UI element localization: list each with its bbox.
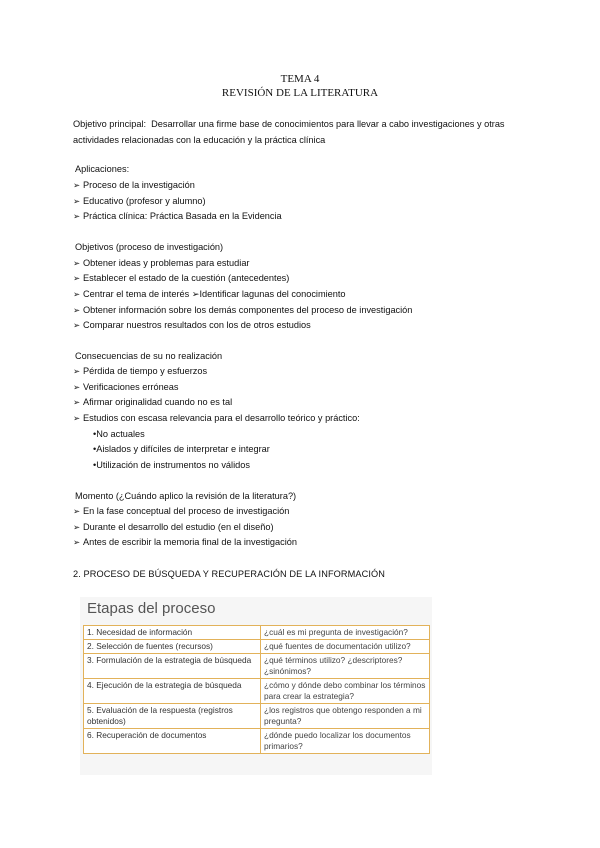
stage-cell: 1. Necesidad de información [84, 626, 261, 640]
question-cell: ¿qué fuentes de documentación utilizo? [261, 640, 430, 654]
arrow-bullet-icon: ➢ [73, 366, 81, 376]
arrow-bullet-icon: ➢ [73, 537, 81, 547]
arrow-bullet-icon: ➢ [73, 397, 81, 407]
table-row [84, 640, 430, 654]
list-item: ➢ Comparar nuestros resultados con los de otros estudios [73, 320, 311, 330]
objectives-heading: Objetivos (proceso de investigación) [75, 242, 224, 252]
arrow-bullet-icon: ➢ [73, 273, 81, 283]
stage-cell: 4. Ejecución de la estrategia de búsqueda [84, 679, 261, 704]
objective-label: Objetivo principal: [73, 119, 147, 129]
stage-cell: 2. Selección de fuentes (recursos) [84, 640, 261, 654]
objective-text: Desarrollar una firme base de conocimientos para llevar a cabo investigaciones y otras actividades relacionadas con la educación y la práctica clínica [73, 119, 505, 145]
list-item: ➢ Verificaciones erróneas [73, 382, 179, 392]
question-cell: ¿qué términos utilizo? ¿descriptores?¿sinónimos? [261, 654, 430, 679]
list-item: ➢ Obtener ideas y problemas para estudiar [73, 258, 250, 268]
list-item: ➢ Práctica clínica: Práctica Basada en la Evidencia [73, 211, 282, 221]
list-item: ➢ Estudios con escasa relevancia para el desarrollo teórico y práctico: [73, 413, 360, 423]
topic-number: TEMA 4 [280, 73, 320, 85]
question-cell: ¿los registros que obtengo responden a mi pregunta? [261, 704, 430, 729]
sub-list-item: •No actuales [93, 429, 145, 439]
list-item: ➢ Educativo (profesor y alumno) [73, 196, 206, 206]
list-item: ➢ En la fase conceptual del proceso de investigación [73, 506, 290, 516]
arrow-bullet-icon: ➢ [73, 305, 81, 315]
process-stages-figure [80, 597, 432, 775]
table-row [84, 626, 430, 640]
list-item: ➢ Centrar el tema de interés ➢Identificar lagunas del conocimiento [73, 289, 346, 299]
table-row [84, 729, 430, 754]
stage-cell: 5. Evaluación de la respuesta (registros obtenidos) [84, 704, 261, 729]
stages-table [83, 625, 430, 754]
sub-list-item: •Aislados y difíciles de interpretar e integrar [93, 444, 270, 454]
objective-paragraph [73, 116, 533, 148]
question-cell: ¿cómo y dónde debo combinar los términos para crear la estrategia? [261, 679, 430, 704]
list-item: ➢ Antes de escribir la memoria final de la investigación [73, 537, 297, 547]
table-row [84, 704, 430, 729]
stage-cell: 3. Formulación de la estrategia de búsqueda [84, 654, 261, 679]
list-item: ➢ Afirmar originalidad cuando no es tal [73, 397, 233, 407]
sub-list-item: •Utilización de instrumentos no válidos [93, 460, 250, 470]
question-cell: ¿cuál es mi pregunta de investigación? [261, 626, 430, 640]
page-title: REVISIÓN DE LA LITERATURA [221, 87, 379, 99]
arrow-bullet-icon: ➢ [73, 320, 81, 330]
list-item: ➢ Durante el desarrollo del estudio (en el diseño) [73, 522, 274, 532]
arrow-bullet-icon: ➢ [73, 289, 81, 299]
figure-title: Etapas del proceso [87, 600, 216, 617]
arrow-bullet-icon: ➢ [73, 382, 81, 392]
arrow-bullet-icon: ➢ [73, 413, 81, 423]
table-row [84, 679, 430, 704]
arrow-bullet-icon: ➢ [73, 196, 81, 206]
arrow-bullet-icon: ➢ [73, 258, 81, 268]
arrow-bullet-icon: ➢ [73, 506, 81, 516]
list-item: ➢ Proceso de la investigación [73, 180, 195, 190]
list-item: ➢ Establecer el estado de la cuestión (antecedentes) [73, 273, 290, 283]
question-cell: ¿dónde puedo localizar los documentos primarios? [261, 729, 430, 754]
moment-heading: Momento (¿Cuándo aplico la revisión de la literatura?) [75, 491, 297, 501]
table-row [84, 654, 430, 679]
arrow-bullet-icon: ➢ [73, 211, 81, 221]
section-heading: 2. PROCESO DE BÚSQUEDA Y RECUPERACIÓN DE LA INFORMACIÓN [73, 569, 385, 579]
list-item: ➢ Obtener información sobre los demás componentes del proceso de investigación [73, 305, 413, 315]
arrow-bullet-icon: ➢ [73, 180, 81, 190]
applications-heading: Aplicaciones: [75, 164, 130, 174]
arrow-bullet-icon: ➢ [73, 522, 81, 532]
stage-cell: 6. Recuperación de documentos [84, 729, 261, 754]
consequences-heading: Consecuencias de su no realización [75, 351, 223, 361]
list-item: ➢ Pérdida de tiempo y esfuerzos [73, 366, 208, 376]
